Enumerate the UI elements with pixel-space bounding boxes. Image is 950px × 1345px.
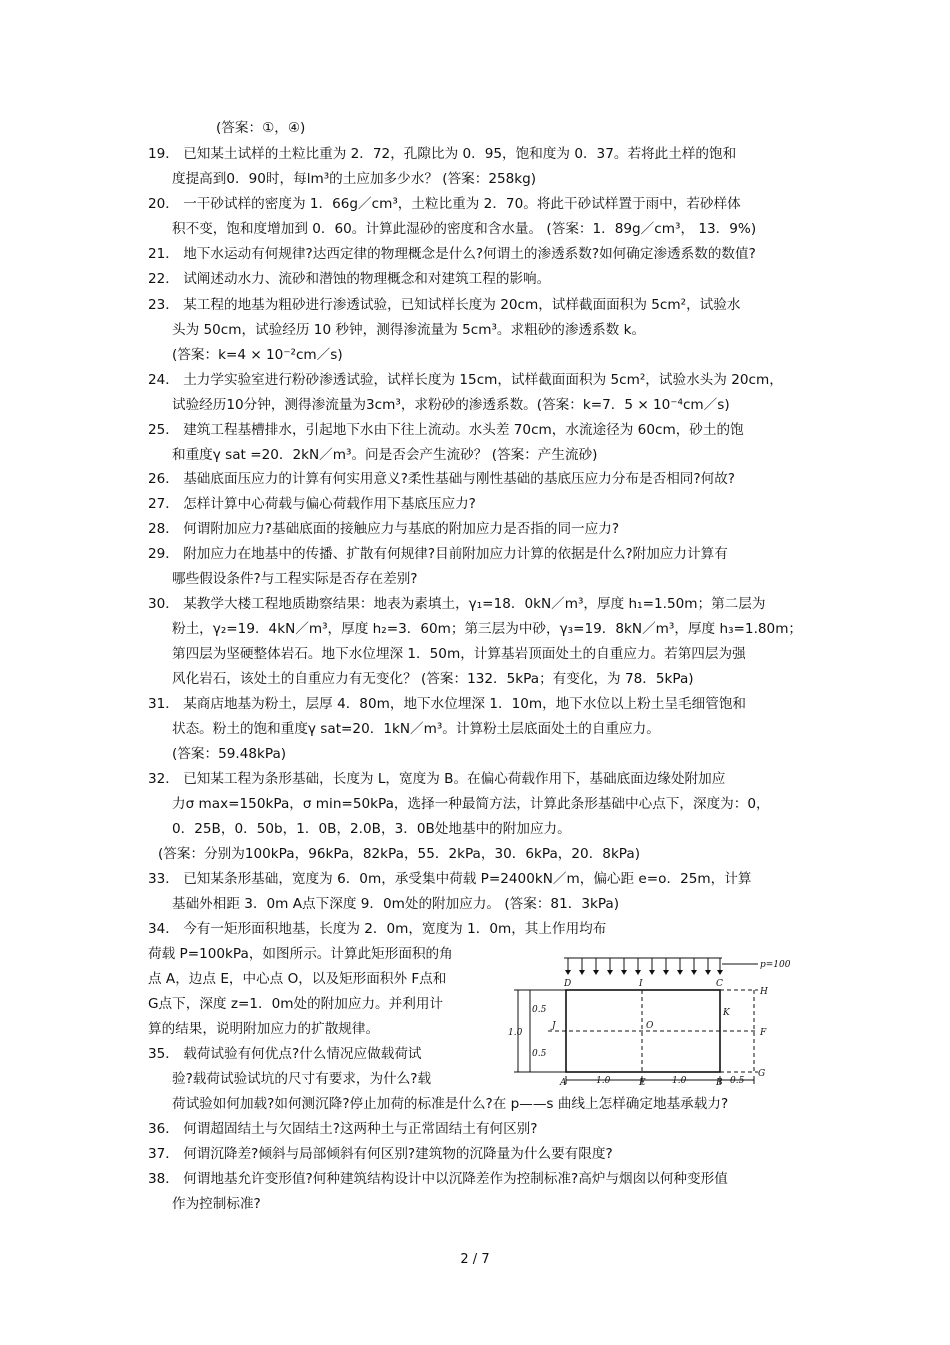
text-line: 头为 50cm，试验经历 10 秒钟，测得渗流量为 5cm³。求粗砂的渗透系数 k。 [172,322,646,338]
dimension-label: 1.0 [672,1076,687,1086]
text-line: 19． 已知某土试样的土粒比重为 2．72，孔隙比为 0．95，饱和度为 0．37。若将此土样的饱和 [148,146,737,162]
point-label: F [760,1028,767,1038]
text-line: 28． 何谓附加应力?基础底面的接触应力与基底的附加应力是否指的同一应力? [148,521,620,537]
text-line: 哪些假设条件?与工程实际是否存在差别? [172,571,418,587]
text-line: 30． 某教学大楼工程地质勘察结果：地表为素填土，γ₁=18．0kN／m³，厚度 h₁=1.50m；第二层为 [148,596,766,612]
text-line: G点下，深度 z=1．0m处的附加应力。并利用计 [148,996,444,1012]
text-line: 25． 建筑工程基槽排水，引起地下水由下往上流动。水头差 70cm，水流途径为 60cm，砂土的饱 [148,422,744,438]
text-line: 基础外相距 3．0m A点下深度 9．0m处的附加应力。 (答案：81．3kPa) [172,896,620,912]
text-line: 32． 已知某工程为条形基础，长度为 L，宽度为 B。在偏心荷载作用下，基础底面边缘处附加应 [148,771,726,787]
text-line: 粉土，γ₂=19．4kN／m³，厚度 h₂=3．60m；第三层为中砂，γ₃=19．8kN／m³，厚度 h₃=1.80m； [172,621,803,637]
text-line: 第四层为坚硬整体岩石。地下水位埋深 1．50m，计算基岩顶面处土的自重应力。若第四层为强 [172,646,746,662]
text-line: 23． 某工程的地基为粗砂进行渗透试验，已知试样长度为 20cm，试样截面面积为 5cm²，试验水 [148,297,741,313]
page-number: 2 / 7 [460,1252,490,1267]
text-line: 20． 一干砂试样的密度为 1．66g／cm³，土粒比重为 2．70。将此干砂试样置于雨中，若砂样体 [148,196,741,212]
point-label: A [560,1078,567,1088]
text-line: 作为控制标准? [172,1196,261,1212]
text-line: 荷载 P=100kPa，如图所示。计算此矩形面积的角 [148,946,453,962]
dimension-label: 1.0 [508,1028,523,1038]
text-line: (答案：分别为100kPa，96kPa，82kPa，55．2kPa，30．6kPa，20．8kPa) [158,846,641,862]
text-line: 26． 基础底面压应力的计算有何实用意义?柔性基础与刚性基础的基底压应力分布是否相同?何故? [148,471,736,487]
point-label: G [758,1069,766,1079]
load-label: p=100 [760,960,791,970]
text-line: 积不变，饱和度增加到 0．60。计算此湿砂的密度和含水量。 (答案：1．89g／cm³， 13．9%) [172,221,757,237]
dimension-label: 0.5 [532,1049,547,1059]
dimension-label: 1.0 [596,1076,611,1086]
text-line: 38． 何谓地基允许变形值?何种建筑结构设计中以沉降差作为控制标准?高炉与烟囱以何种变形值 [148,1171,728,1187]
text-line: 29． 附加应力在地基中的传播、扩散有何规律?目前附加应力计算的依据是什么?附加应力计算有 [148,546,728,562]
text-line: 状态。粉土的饱和重度γ sat=20．1kN／m³。计算粉土层底面处土的自重应力。 [172,721,660,737]
text-line: 33． 已知某条形基础，宽度为 6．0m，承受集中荷载 P=2400kN／m，偏心距 e=o．25m，计算 [148,871,752,887]
text-line: 24． 土力学实验室进行粉砂渗透试验，试样长度为 15cm，试样截面面积为 5cm²，试验水头为 20cm， [148,372,783,388]
text-line: 和重度γ sat =20．2kN／m³。问是否会产生流砂？ (答案：产生流砂) [172,447,598,463]
text-line: 35． 载荷试验有何优点?什么情况应做载荷试 [148,1046,422,1062]
point-label: K [723,1008,730,1018]
text-line: 风化岩石，该处土的自重应力有无变化？ (答案：132．5kPa；有变化，为 78．5kPa) [172,671,694,687]
text-line: 31． 某商店地基为粉土，层厚 4．80m，地下水位埋深 1．10m，地下水位以上粉土呈毛细管饱和 [148,696,747,712]
text-line: 点 A，边点 E，中心点 O，以及矩形面积外 F点和 [148,971,447,987]
point-label: E [639,1078,646,1088]
text-line: 度提高到0．90时，每lm³的土应加多少水？ (答案：258kg) [172,171,537,187]
rectangular-load-diagram [508,950,798,1090]
text-line: 验?载荷试验试坑的尺寸有要求，为什么?载 [172,1071,432,1087]
text-line: 22． 试阐述动水力、流砂和潜蚀的物理概念和对建筑工程的影响。 [148,271,551,287]
text-line: 36． 何谓超固结土与欠固结土?这两种土与正常固结土有何区别? [148,1121,538,1137]
point-label: J [552,1021,556,1031]
point-label: I [639,979,643,989]
text-line: 力σ max=150kPa，σ min=50kPa，选择一种最简方法，计算此条形基础中心点下，深度为：0， [172,796,770,812]
text-line: (答案：k=4 × 10⁻²cm／s) [172,347,343,363]
point-label: D [564,979,572,989]
point-label: O [646,1021,654,1031]
text-line: (答案：①，④) [216,120,306,136]
point-label: C [716,979,723,989]
text-line: 37． 何谓沉降差?倾斜与局部倾斜有何区别?建筑物的沉降量为什么要有限度? [148,1146,613,1162]
text-line: 算的结果，说明附加应力的扩散规律。 [148,1021,380,1037]
point-label: H [760,987,768,997]
dimension-label: 0.5 [532,1005,547,1015]
text-line: 荷试验如何加载?如何测沉降?停止加荷的标准是什么?在 p——s 曲线上怎样确定地基承载力? [172,1096,729,1112]
text-line: 21． 地下水运动有何规律?达西定律的物理概念是什么?何谓土的渗透系数?如何确定渗透系数的数值? [148,246,756,262]
point-label: B [716,1078,723,1088]
text-line: 试验经历10分钟，测得渗流量为3cm³，求粉砂的渗透系数。(答案：k=7．5 × 10⁻⁴cm／s) [172,397,730,413]
text-line: 27． 怎样计算中心荷载与偏心荷载作用下基底压应力? [148,496,476,512]
dimension-label: 0.5 [730,1076,745,1086]
text-line: 34． 今有一矩形面积地基，长度为 2．0m，宽度为 1．0m，其上作用均布 [148,921,607,937]
text-line: 0．25B，0．50b，1．0B，2.0B，3．0B处地基中的附加应力。 [172,821,571,837]
text-line: (答案：59.48kPa) [172,746,287,762]
